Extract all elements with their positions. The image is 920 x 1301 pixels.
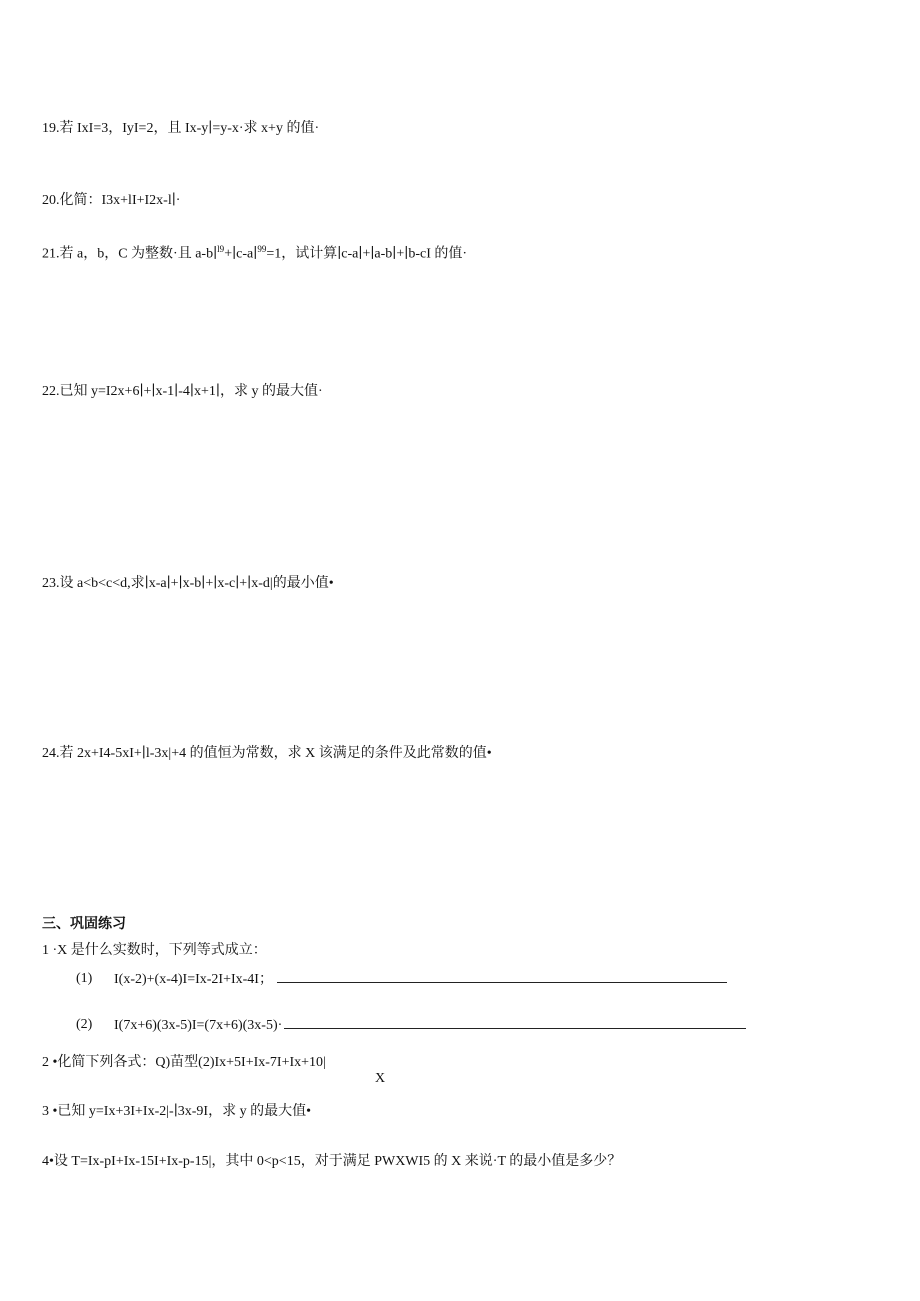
problem-20: 20.化简：I3x+lI+I2x-l∣· bbox=[42, 193, 181, 208]
exercise-1-1-number: (1) bbox=[76, 971, 93, 986]
exercise-1: 1 ·X 是什么实数时，下列等式成立： bbox=[42, 943, 267, 958]
problem-21 bbox=[42, 240, 467, 264]
problem-19: 19.若 IxI=3，IyI=2，且 Ix-y∣=y-x·求 x+y 的值· bbox=[42, 121, 320, 136]
problem-24: 24.若 2x+I4-5xI+∣l-3x|+4 的值恒为常数，求 X 该满足的条件及此常数的值• bbox=[42, 746, 492, 761]
exercise-3: 3 •已知 y=Ix+3I+Ix-2|-∣3x-9I，求 y 的最大值• bbox=[42, 1104, 312, 1119]
problem-21-part2: +∣c-a∣ bbox=[224, 246, 258, 262]
exercise-2: 2 •化简下列各式：Q)苗型(2)Ix+5I+Ix-7I+Ix+10| bbox=[42, 1055, 326, 1070]
exercise-1-2 bbox=[114, 1016, 746, 1035]
exercise-4: 4•设 T=Ix-pI+Ix-15I+Ix-p-15|，其中 0<p<15，对于满足 PWXWI5 的 X 来说·T 的最小值是多少？ bbox=[42, 1154, 622, 1169]
exercise-1-2-number: (2) bbox=[76, 1017, 93, 1032]
exercise-1-1 bbox=[114, 970, 727, 989]
exercise-1-1-equation: I(x-2)+(x-4)I=Ix-2I+Ix-4I； bbox=[114, 972, 273, 987]
answer-blank-1[interactable] bbox=[277, 970, 727, 983]
problem-21-part3: =1，试计算∣c-a∣+∣a-b∣+∣b-cI 的值· bbox=[266, 246, 468, 262]
exponent-99: 99 bbox=[257, 244, 267, 254]
exponent-19: l9 bbox=[217, 244, 225, 254]
section-heading: 三、巩固练习 bbox=[42, 917, 126, 932]
problem-23: 23.设 a<b<c<d,求∣x-a∣+∣x-b∣+∣x-c∣+∣x-d|的最小值• bbox=[42, 576, 334, 591]
exercise-1-2-equation: I(7x+6)(3x-5)I=(7x+6)(3x-5)· bbox=[114, 1018, 283, 1033]
exercise-2-x: X bbox=[375, 1071, 386, 1086]
problem-21-part1: 21.若 a，b，C 为整数·且 a-b∣ bbox=[42, 246, 218, 262]
answer-blank-2[interactable] bbox=[284, 1016, 746, 1029]
problem-22: 22.已知 y=I2x+6∣+∣x-1∣-4∣x+1∣，求 y 的最大值· bbox=[42, 384, 323, 399]
